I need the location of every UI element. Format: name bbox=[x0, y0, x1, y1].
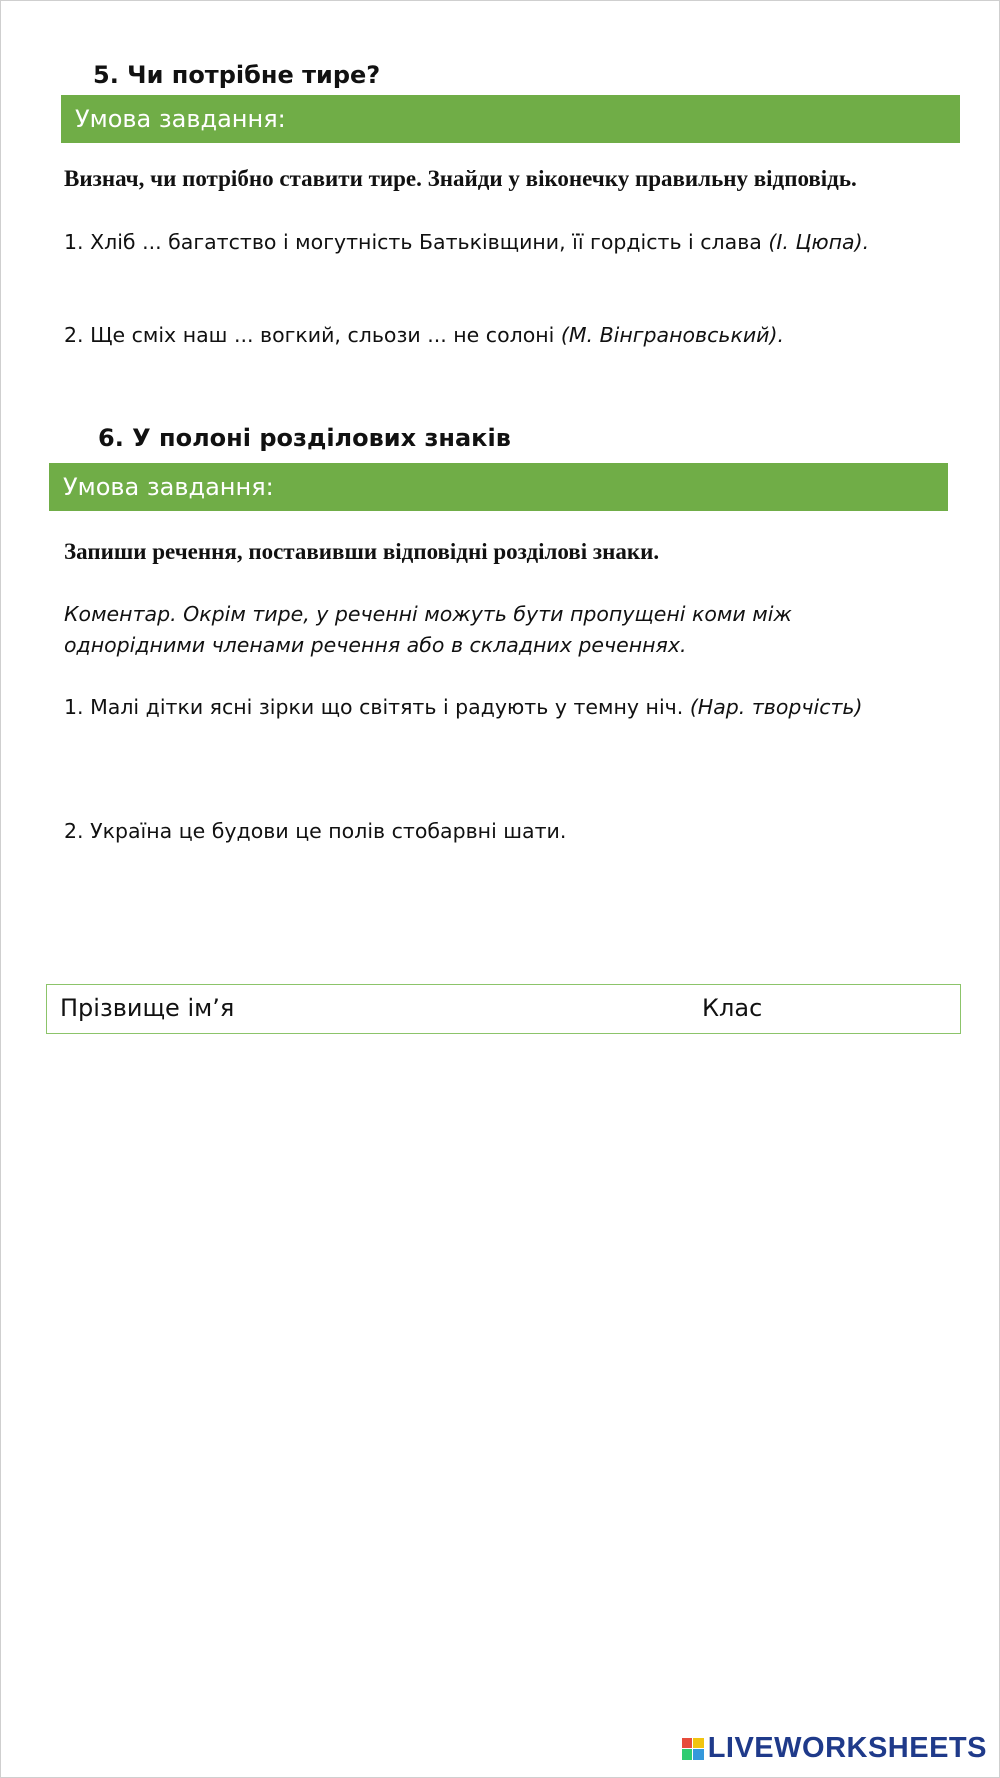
liveworksheets-logo-icon bbox=[682, 1738, 704, 1760]
task6-item-2 bbox=[64, 819, 566, 843]
student-info-box bbox=[46, 984, 961, 1034]
task6-comment: Коментар. Окрім тире, у реченні можуть бути пропущені коми між однорідними членами речення або в складних реченнях. bbox=[64, 602, 792, 657]
logo-text: LIVEWORKSHEETS bbox=[707, 1732, 987, 1764]
task5-item-1-source: (І. Цюпа). bbox=[768, 230, 870, 254]
task6-item-1 bbox=[64, 695, 863, 719]
task5-item-2 bbox=[64, 323, 784, 347]
task6-banner: Умова завдання: bbox=[49, 463, 948, 511]
task5-item-2-source: (М. Вінграновський). bbox=[560, 323, 785, 347]
task6-heading: 6. У полоні розділових знаків bbox=[98, 424, 511, 452]
class-label: Клас bbox=[702, 994, 763, 1022]
task5-item-2-text: 2. Ще сміх наш ... вогкий, сльози ... не солоні bbox=[64, 323, 561, 347]
task5-item-1-text: 1. Хліб ... багатство і могутність Батьківщини, її гордість і слава bbox=[64, 230, 769, 254]
task5-banner: Умова завдання: bbox=[61, 95, 960, 143]
task5-heading: 5. Чи потрібне тире? bbox=[93, 61, 381, 89]
task6-instruction: Запиши речення, поставивши відповідні розділові знаки. bbox=[64, 539, 660, 564]
task6-item-2-text: 2. Україна це будови це полів стобарвні шати. bbox=[64, 819, 567, 843]
task6-item-1-text: 1. Малі дітки ясні зірки що світять і радують у темну ніч. bbox=[64, 695, 690, 719]
task6-item-1-source: (Нар. творчість) bbox=[689, 695, 863, 719]
name-label: Прізвище ім’я bbox=[60, 994, 235, 1022]
task5-item-1 bbox=[64, 230, 869, 254]
task5-instruction: Визнач, чи потрібно ставити тире. Знайди у віконечку правильну відповідь. bbox=[64, 166, 857, 191]
liveworksheets-logo bbox=[682, 1732, 987, 1765]
